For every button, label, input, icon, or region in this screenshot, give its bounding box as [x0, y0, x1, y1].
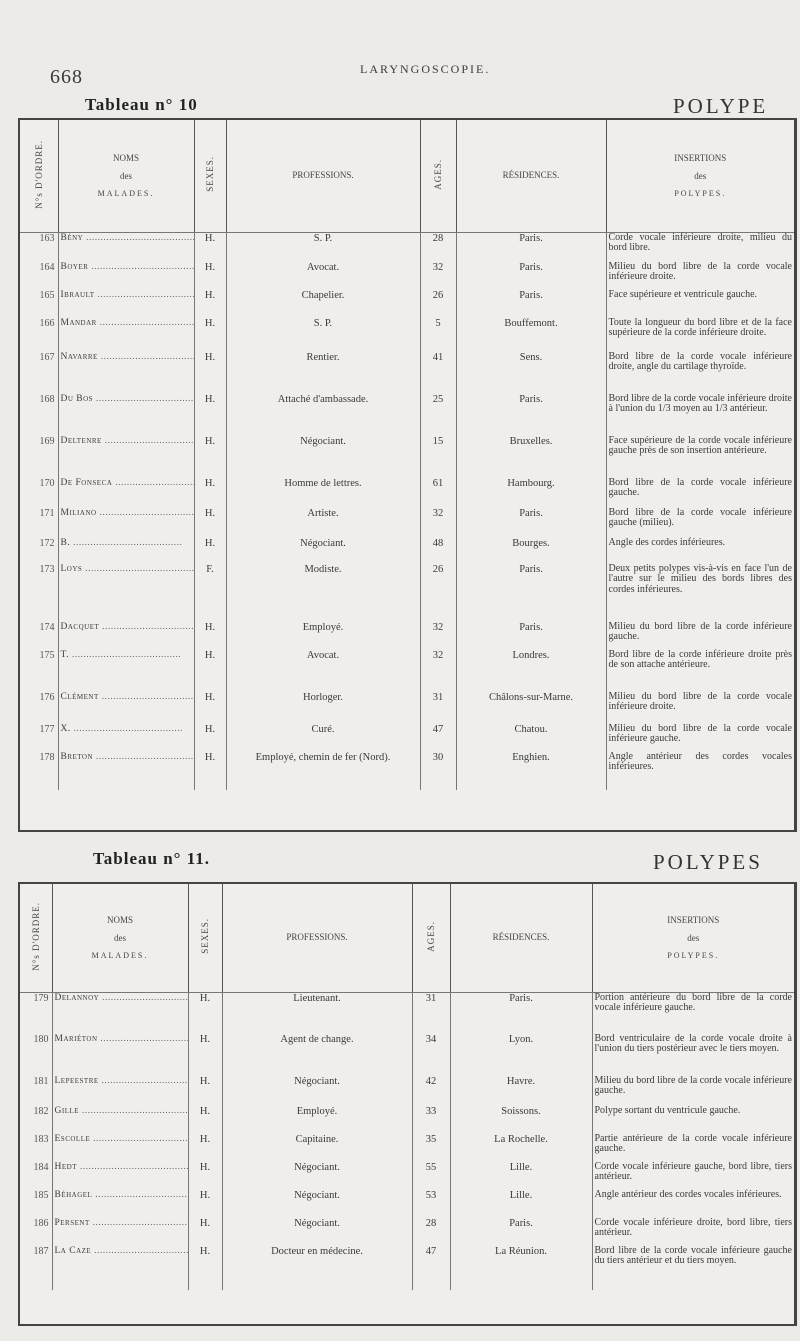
table-row	[20, 478, 794, 508]
profession-cell: Négociant.	[222, 1076, 412, 1106]
patient-name-cell: Deltenre .....	[58, 436, 194, 478]
col-professions-header: PROFESSIONS.	[222, 884, 412, 992]
profession-cell: Artiste.	[226, 508, 420, 538]
sex-cell: H.	[188, 1106, 222, 1134]
age-cell: 53	[412, 1190, 450, 1218]
col-sexes-header: SEXES.	[194, 120, 226, 232]
residence-cell: Enghien.	[456, 752, 606, 790]
residence-cell: Lille.	[450, 1162, 592, 1190]
row-number-cell: 186	[20, 1218, 52, 1246]
sex-cell: H.	[194, 508, 226, 538]
sex-cell: H.	[194, 352, 226, 394]
residence-cell: Paris.	[456, 508, 606, 538]
insertion-cell: Angle antérieur des cordes vocales inférieures.	[594, 1189, 782, 1200]
running-head: LARYNGOSCOPIE.	[360, 62, 491, 76]
row-number-cell: 171	[20, 508, 58, 538]
row-number-cell: 181	[20, 1076, 52, 1106]
insertion-cell: Bord libre de la corde vocale inférieure droite, angle du cartilage thyroïde.	[608, 351, 792, 373]
residence-cell: Paris.	[456, 232, 606, 262]
age-cell: 15	[420, 436, 456, 478]
residence-cell: Paris.	[456, 262, 606, 290]
residence-cell: La Rochelle.	[450, 1134, 592, 1162]
age-cell: 32	[420, 622, 456, 650]
table-row	[20, 1190, 794, 1218]
insertion-cell: Milieu du bord libre de la corde vocale inférieure droite.	[608, 691, 792, 713]
row-number-cell: 184	[20, 1162, 52, 1190]
table-row	[20, 232, 794, 262]
patient-name-cell: Bény .....	[58, 232, 194, 262]
patient-name-cell: Miliano .....	[58, 508, 194, 538]
sex-cell: H.	[188, 1218, 222, 1246]
sex-cell: H.	[194, 232, 226, 262]
patient-name-cell: Loys .....	[58, 564, 194, 622]
insertion-cell: Bord libre de la corde vocale inférieure droite à l'union du 1/3 moyen au 1/3 antérieur.	[608, 393, 792, 415]
table-row	[20, 622, 794, 650]
age-cell: 41	[420, 352, 456, 394]
col-residences-header: RÉSIDENCES.	[450, 884, 592, 992]
patient-name-cell: Dacquet .....	[58, 622, 194, 650]
table-row	[20, 1218, 794, 1246]
insertion-cell: Portion antérieure du bord libre de la corde vocale inférieure gauche.	[594, 991, 792, 1013]
col-insertions-header: INSERTIONS des POLYPES.	[606, 120, 794, 232]
age-cell: 26	[420, 290, 456, 318]
profession-cell: Homme de lettres.	[226, 478, 420, 508]
age-cell: 33	[412, 1106, 450, 1134]
row-number-cell: 170	[20, 478, 58, 508]
residence-cell: Londres.	[456, 650, 606, 692]
residence-cell: Paris.	[450, 1218, 592, 1246]
age-cell: 5	[420, 318, 456, 352]
row-number-cell: 165	[20, 290, 58, 318]
residence-cell: Paris.	[456, 290, 606, 318]
sex-cell: H.	[188, 1034, 222, 1076]
age-cell: 25	[420, 394, 456, 436]
patient-name-cell: Navarre .....	[58, 352, 194, 394]
sex-cell: F.	[194, 564, 226, 622]
patient-name-cell: La Caze .....	[52, 1246, 188, 1290]
residence-cell: Bruxelles.	[456, 436, 606, 478]
residence-cell: Lyon.	[450, 1034, 592, 1076]
insertion-cell: Face supérieure de la corde vocale inférieure gauche près de son insertion antérieure.	[608, 435, 792, 457]
col-ages-header: AGES.	[420, 120, 456, 232]
patient-name-cell: Hedt .....	[52, 1162, 188, 1190]
sex-cell: H.	[194, 478, 226, 508]
row-number-cell: 176	[20, 692, 58, 724]
table-row	[20, 538, 794, 564]
profession-cell: Employé.	[226, 622, 420, 650]
residence-cell: Bouffemont.	[456, 318, 606, 352]
patient-name-cell: Persent .....	[52, 1218, 188, 1246]
patient-name-cell: Clément .....	[58, 692, 194, 724]
patient-name-cell: X. .....	[58, 724, 194, 752]
patient-name-cell: Breton .....	[58, 752, 194, 790]
table-row	[20, 1134, 794, 1162]
profession-cell: Avocat.	[226, 262, 420, 290]
patient-name-cell: Escolle .....	[52, 1134, 188, 1162]
age-cell: 30	[420, 752, 456, 790]
sex-cell: H.	[194, 262, 226, 290]
insertion-cell: Milieu du bord libre de la corde inférieure gauche.	[608, 621, 792, 643]
profession-cell: Négociant.	[226, 538, 420, 564]
table-row	[20, 752, 794, 790]
table-row	[20, 1106, 794, 1134]
age-cell: 26	[420, 564, 456, 622]
table-row	[20, 692, 794, 724]
profession-cell: Négociant.	[226, 436, 420, 478]
insertion-cell: Bord libre de la corde vocale inférieure gauche.	[608, 477, 792, 499]
row-number-cell: 163	[20, 232, 58, 262]
sex-cell: H.	[194, 692, 226, 724]
residence-cell: Hambourg.	[456, 478, 606, 508]
patient-name-cell: B. .....	[58, 538, 194, 564]
patient-name-cell: T. .....	[58, 650, 194, 692]
patient-name-cell: Mariéton .....	[52, 1034, 188, 1076]
row-number-cell: 174	[20, 622, 58, 650]
row-number-cell: 164	[20, 262, 58, 290]
patient-name-cell: Béhagel .....	[52, 1190, 188, 1218]
profession-cell: Curé.	[226, 724, 420, 752]
profession-cell: Modiste.	[226, 564, 420, 622]
col-names-header: NOMS des MALADES.	[58, 120, 194, 232]
insertion-cell: Deux petits polypes vis-à-vis en face l'un de l'autre sur le milieu des bords libres des cordes inférieures.	[608, 563, 792, 595]
col-residences-header: RÉSIDENCES.	[456, 120, 606, 232]
row-number-cell: 169	[20, 436, 58, 478]
patient-name-cell: De Fonseca .....	[58, 478, 194, 508]
table11-subtitle: POLYPES	[653, 850, 763, 874]
table-row	[20, 394, 794, 436]
profession-cell: Rentier.	[226, 352, 420, 394]
age-cell: 61	[420, 478, 456, 508]
insertion-cell: Bord ventriculaire de la corde vocale droite à l'union du tiers postérieur avec le tiers moyen.	[594, 1033, 792, 1055]
row-number-cell: 187	[20, 1246, 52, 1290]
table11	[18, 882, 797, 1326]
insertion-cell: Milieu du bord libre de la corde vocale inférieure gauche.	[608, 723, 792, 745]
row-number-cell: 180	[20, 1034, 52, 1076]
residence-cell: Bourges.	[456, 538, 606, 564]
residence-cell: Havre.	[450, 1076, 592, 1106]
insertion-cell: Toute la longueur du bord libre et de la face supérieure de la corde inférieure droite.	[608, 317, 792, 339]
insertion-cell: Angle des cordes inférieures.	[608, 537, 726, 548]
insertion-cell: Corde vocale inférieure droite, bord libre, tiers antérieur.	[594, 1217, 792, 1239]
age-cell: 47	[412, 1246, 450, 1290]
col-order-header: N°s D'ORDRE.	[20, 120, 58, 232]
row-number-cell: 167	[20, 352, 58, 394]
table-row	[20, 290, 794, 318]
row-number-cell: 166	[20, 318, 58, 352]
sex-cell: H.	[194, 650, 226, 692]
profession-cell: S. P.	[226, 318, 420, 352]
profession-cell: Docteur en médecine.	[222, 1246, 412, 1290]
patient-name-cell: Gille .....	[52, 1106, 188, 1134]
profession-cell: Négociant.	[222, 1218, 412, 1246]
profession-cell: Attaché d'ambassade.	[226, 394, 420, 436]
insertion-cell: Bord libre de la corde inférieure droite près de son attache antérieure.	[608, 649, 792, 671]
sex-cell: H.	[188, 1162, 222, 1190]
sex-cell: H.	[194, 290, 226, 318]
profession-cell: Lieutenant.	[222, 992, 412, 1034]
age-cell: 32	[420, 262, 456, 290]
age-cell: 42	[412, 1076, 450, 1106]
age-cell: 32	[420, 650, 456, 692]
col-insertions-header: INSERTIONS des POLYPES.	[592, 884, 794, 992]
age-cell: 47	[420, 724, 456, 752]
insertion-cell: Corde vocale inférieure gauche, bord libre, tiers antérieur.	[594, 1161, 792, 1183]
age-cell: 48	[420, 538, 456, 564]
row-number-cell: 168	[20, 394, 58, 436]
age-cell: 31	[412, 992, 450, 1034]
residence-cell: Lille.	[450, 1190, 592, 1218]
insertion-cell: Milieu du bord libre de la corde vocale inférieure gauche.	[594, 1075, 792, 1097]
sex-cell: H.	[194, 724, 226, 752]
insertion-cell: Face supérieure et ventricule gauche.	[608, 289, 758, 300]
patient-name-cell: Ibrault .....	[58, 290, 194, 318]
residence-cell: Châlons-sur-Marne.	[456, 692, 606, 724]
col-names-header: NOMS des MALADES.	[52, 884, 188, 992]
table10	[18, 118, 797, 832]
insertion-cell: Corde vocale inférieure droite, milieu du bord libre.	[608, 231, 792, 253]
patient-name-cell: Boyer .....	[58, 262, 194, 290]
table-row	[20, 1076, 794, 1106]
col-ages-header: AGES.	[412, 884, 450, 992]
row-number-cell: 179	[20, 992, 52, 1034]
table-row	[20, 262, 794, 290]
row-number-cell: 185	[20, 1190, 52, 1218]
profession-cell: Capitaine.	[222, 1134, 412, 1162]
table-row	[20, 436, 794, 478]
sex-cell: H.	[194, 752, 226, 790]
residence-cell: Paris.	[456, 564, 606, 622]
row-number-cell: 177	[20, 724, 58, 752]
age-cell: 35	[412, 1134, 450, 1162]
table-row	[20, 650, 794, 692]
profession-cell: Chapelier.	[226, 290, 420, 318]
sex-cell: H.	[188, 1076, 222, 1106]
age-cell: 31	[420, 692, 456, 724]
residence-cell: Paris.	[456, 394, 606, 436]
table11-title: Tableau n° 11.	[93, 849, 211, 868]
profession-cell: Négociant.	[222, 1190, 412, 1218]
row-number-cell: 172	[20, 538, 58, 564]
residence-cell: Paris.	[456, 622, 606, 650]
row-number-cell: 183	[20, 1134, 52, 1162]
residence-cell: Paris.	[450, 992, 592, 1034]
profession-cell: Négociant.	[222, 1162, 412, 1190]
table-row	[20, 318, 794, 352]
sex-cell: H.	[194, 622, 226, 650]
insertion-cell: Bord libre de la corde vocale inférieure gauche (milieu).	[608, 507, 792, 529]
table-row	[20, 508, 794, 538]
insertion-cell: Bord libre de la corde vocale inférieure gauche du tiers antérieur et du tiers moyen.	[594, 1245, 792, 1267]
sex-cell: H.	[188, 992, 222, 1034]
row-number-cell: 173	[20, 564, 58, 622]
sex-cell: H.	[188, 1190, 222, 1218]
sex-cell: H.	[194, 318, 226, 352]
residence-cell: Soissons.	[450, 1106, 592, 1134]
profession-cell: Employé.	[222, 1106, 412, 1134]
table10-subtitle: POLYPE	[673, 94, 769, 118]
residence-cell: Chatou.	[456, 724, 606, 752]
profession-cell: Employé, chemin de fer (Nord).	[226, 752, 420, 790]
table-row	[20, 564, 794, 622]
table-row	[20, 1162, 794, 1190]
insertion-cell: Polype sortant du ventricule gauche.	[594, 1105, 741, 1116]
table-row	[20, 352, 794, 394]
age-cell: 28	[420, 232, 456, 262]
col-professions-header: PROFESSIONS.	[226, 120, 420, 232]
insertion-cell: Partie antérieure de la corde vocale inférieure gauche.	[594, 1133, 792, 1155]
age-cell: 34	[412, 1034, 450, 1076]
profession-cell: Avocat.	[226, 650, 420, 692]
sex-cell: H.	[188, 1246, 222, 1290]
row-number-cell: 178	[20, 752, 58, 790]
insertion-cell: Angle antérieur des cordes vocales inférieures.	[608, 751, 792, 773]
sex-cell: H.	[194, 394, 226, 436]
sex-cell: H.	[194, 538, 226, 564]
sex-cell: H.	[194, 436, 226, 478]
table10-title: Tableau n° 10	[85, 95, 198, 114]
row-number-cell: 175	[20, 650, 58, 692]
age-cell: 32	[420, 508, 456, 538]
patient-name-cell: Lepeestre .....	[52, 1076, 188, 1106]
table-row	[20, 1246, 794, 1290]
profession-cell: Agent de change.	[222, 1034, 412, 1076]
patient-name-cell: Delannoy .....	[52, 992, 188, 1034]
age-cell: 28	[412, 1218, 450, 1246]
table-row	[20, 724, 794, 752]
residence-cell: La Réunion.	[450, 1246, 592, 1290]
residence-cell: Sens.	[456, 352, 606, 394]
profession-cell: S. P.	[226, 232, 420, 262]
profession-cell: Horloger.	[226, 692, 420, 724]
table-row	[20, 992, 794, 1034]
col-sexes-header: SEXES.	[188, 884, 222, 992]
age-cell: 55	[412, 1162, 450, 1190]
patient-name-cell: Mandar .....	[58, 318, 194, 352]
col-order-header: N°s D'ORDRE.	[20, 884, 52, 992]
patient-name-cell: Du Bos .....	[58, 394, 194, 436]
table-row	[20, 1034, 794, 1076]
page-number: 668	[50, 66, 83, 88]
sex-cell: H.	[188, 1134, 222, 1162]
row-number-cell: 182	[20, 1106, 52, 1134]
insertion-cell: Milieu du bord libre de la corde vocale inférieure droite.	[608, 261, 792, 283]
